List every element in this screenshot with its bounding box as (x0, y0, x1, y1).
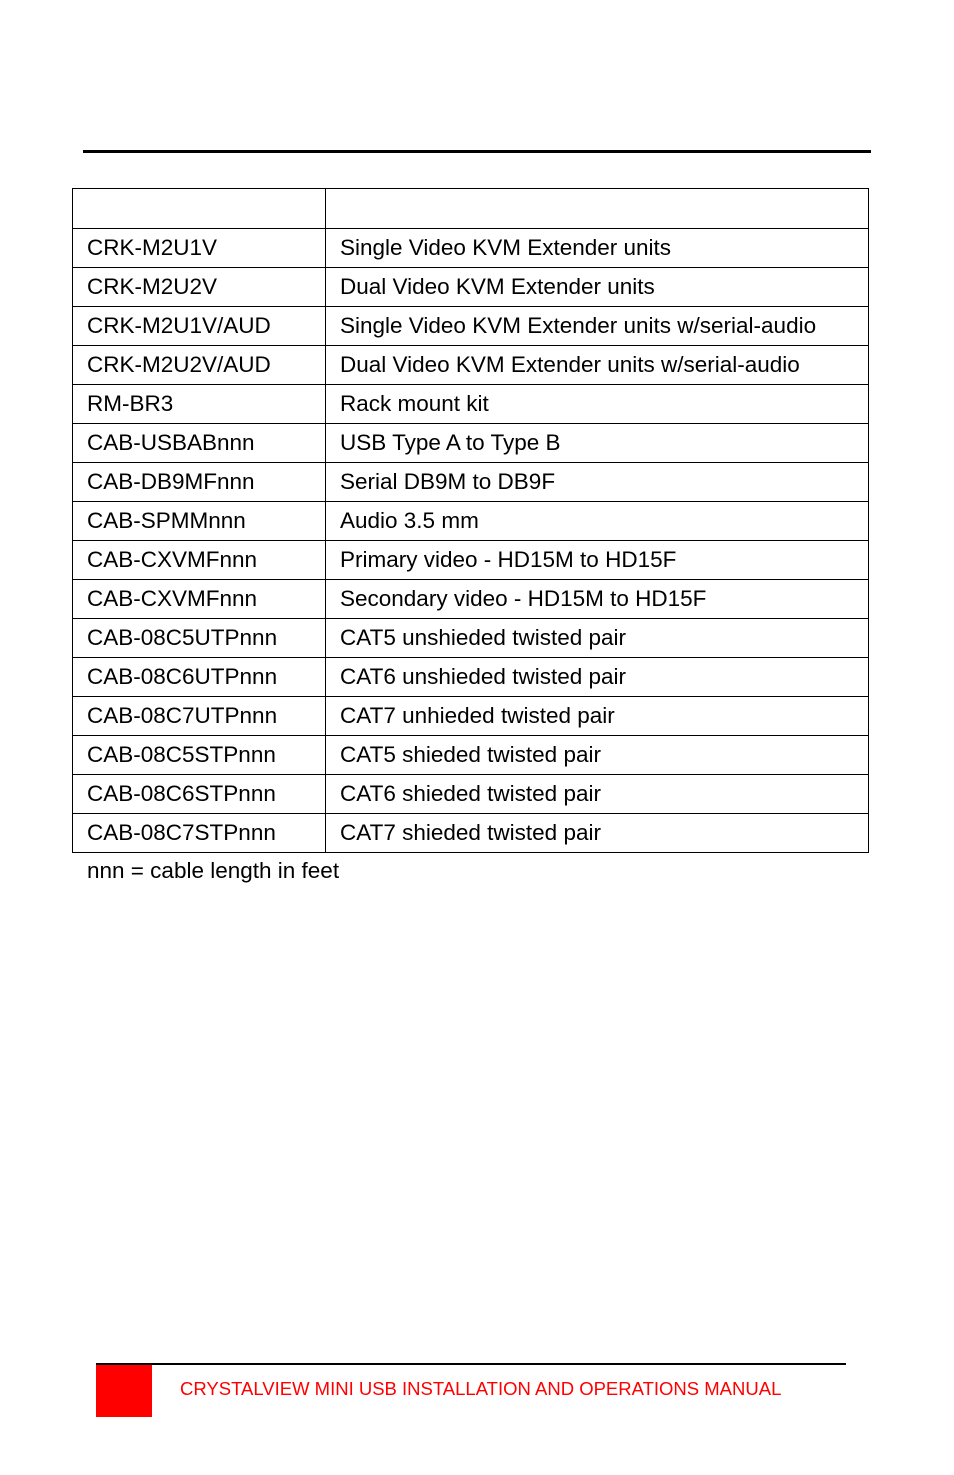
description-cell: CAT5 shieded twisted pair (326, 736, 869, 775)
part-number-cell: CAB-DB9MFnnn (73, 463, 326, 502)
part-number-cell: CAB-USBABnnn (73, 424, 326, 463)
table-row (73, 307, 869, 346)
top-divider (83, 150, 871, 153)
description-cell: CAT6 unshieded twisted pair (326, 658, 869, 697)
part-number-cell: CAB-08C5UTPnnn (73, 619, 326, 658)
table-row (73, 658, 869, 697)
part-number-cell: CAB-08C7UTPnnn (73, 697, 326, 736)
description-cell: Secondary video - HD15M to HD15F (326, 580, 869, 619)
part-number-cell: CRK-M2U1V (73, 229, 326, 268)
table-row (73, 229, 869, 268)
table-row (73, 424, 869, 463)
description-cell: Dual Video KVM Extender units (326, 268, 869, 307)
table-row (73, 814, 869, 853)
table-row (73, 502, 869, 541)
part-number-cell: CRK-M2U1V/AUD (73, 307, 326, 346)
description-cell: Audio 3.5 mm (326, 502, 869, 541)
table-header-row (73, 189, 869, 229)
description-cell: CAT6 shieded twisted pair (326, 775, 869, 814)
description-cell: CAT7 unhieded twisted pair (326, 697, 869, 736)
description-cell: CAT7 shieded twisted pair (326, 814, 869, 853)
table-row (73, 580, 869, 619)
part-number-cell: CAB-CXVMFnnn (73, 580, 326, 619)
description-cell: Dual Video KVM Extender units w/serial-audio (326, 346, 869, 385)
table-footnote: nnn = cable length in feet (87, 858, 340, 883)
part-number-cell: CAB-CXVMFnnn (73, 541, 326, 580)
description-cell: USB Type A to Type B (326, 424, 869, 463)
table-row (73, 775, 869, 814)
part-number-cell: CAB-08C6STPnnn (73, 775, 326, 814)
part-number-cell: RM-BR3 (73, 385, 326, 424)
part-number-cell: CRK-M2U2V/AUD (73, 346, 326, 385)
description-cell: Serial DB9M to DB9F (326, 463, 869, 502)
table-row (73, 736, 869, 775)
header-cell-part-number (73, 189, 326, 229)
table-row (73, 463, 869, 502)
table-row (73, 385, 869, 424)
part-number-cell: CAB-08C7STPnnn (73, 814, 326, 853)
table-row (73, 346, 869, 385)
table-row (73, 268, 869, 307)
part-number-cell: CAB-08C5STPnnn (73, 736, 326, 775)
table-row (73, 697, 869, 736)
page-number-block (96, 1365, 152, 1417)
footer-divider (96, 1363, 846, 1365)
description-cell: CAT5 unshieded twisted pair (326, 619, 869, 658)
parts-table (72, 188, 869, 853)
parts-table-body (73, 189, 869, 853)
table-row (73, 541, 869, 580)
part-number-cell: CRK-M2U2V (73, 268, 326, 307)
part-number-cell: CAB-08C6UTPnnn (73, 658, 326, 697)
description-cell: Rack mount kit (326, 385, 869, 424)
description-cell: Primary video - HD15M to HD15F (326, 541, 869, 580)
header-cell-description (326, 189, 869, 229)
description-cell: Single Video KVM Extender units w/serial-audio (326, 307, 869, 346)
footer-manual-title: CRYSTALVIEW MINI USB INSTALLATION AND OPERATIONS MANUAL (180, 1378, 782, 1399)
description-cell: Single Video KVM Extender units (326, 229, 869, 268)
part-number-cell: CAB-SPMMnnn (73, 502, 326, 541)
table-row (73, 619, 869, 658)
